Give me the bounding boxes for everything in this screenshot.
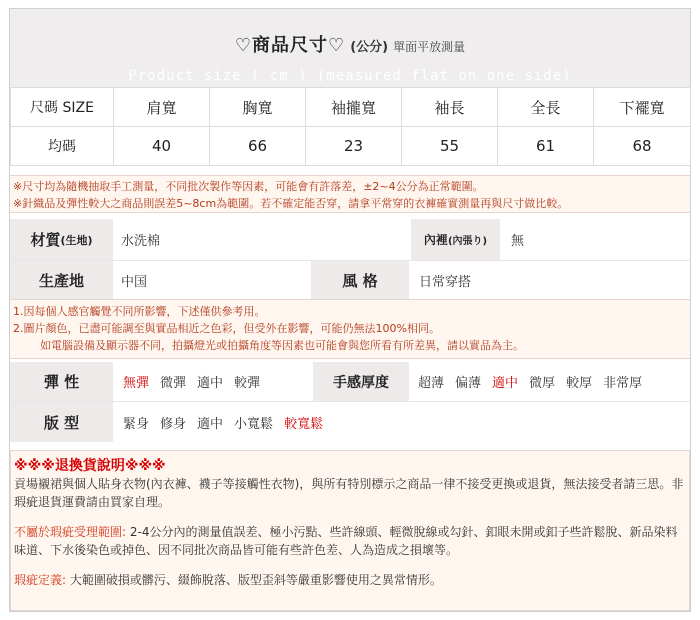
thickness-option: 適中	[492, 376, 519, 391]
elasticity-label: 彈 性	[10, 362, 113, 401]
origin-label: 生產地	[10, 261, 113, 299]
elasticity-option: 無彈	[123, 376, 150, 391]
elasticity-row	[10, 362, 690, 402]
size-value-row	[11, 127, 691, 166]
thickness-option: 微厚	[529, 376, 556, 391]
thickness-option: 非常厚	[603, 376, 643, 391]
measure-note: ※針織品及彈性較大之商品則誤差5~8cm為範圍。若不確定能否穿，請拿平常穿的衣褲確實測量再與尺寸做比較。	[13, 197, 569, 210]
disclaimer-line: 如電腦設備及顯示器不同，拍攝燈光或拍攝角度等因素也可能會與您所看有所差異，請以實品為主。	[40, 339, 524, 352]
value-cell: 66	[210, 127, 306, 166]
lining-label	[411, 219, 500, 260]
material-row	[10, 219, 690, 261]
fit-option: 適中	[197, 416, 224, 432]
policy-defect-text: 大範圍破損或髒污、綴飾脫落、版型歪斜等嚴重影響使用之異常情形。	[66, 573, 442, 587]
lining-label-text: 內裡	[423, 233, 448, 247]
size-header	[10, 9, 690, 87]
fit-option: 修身	[160, 416, 187, 432]
policy-non-defect-text: 2-4公分內的測量值誤差、極小污點、些許線頭、輕微脫線或勾針、釦眼未開或釦子些許鬆脫、新品染料味道、下水後染色或掉色、因不同批次商品皆可能有些許色差、人為造成之損壞等。	[14, 525, 678, 557]
lining-label-sub: (內張り)	[447, 236, 488, 247]
thickness-label: 手感厚度	[313, 362, 409, 401]
elasticity-option: 適中	[197, 376, 224, 391]
size-subtitle: Product size ( cm ) (measured flat on one side)	[128, 68, 572, 84]
elasticity-option: 微彈	[160, 376, 187, 391]
header-cell: 袖攏寬	[306, 88, 402, 127]
thickness-option: 偏薄	[455, 376, 482, 391]
fit-label: 版 型	[10, 402, 113, 442]
fit-options	[123, 402, 523, 442]
header-cell: 袖長	[402, 88, 498, 127]
disclaimer-line: 2.圖片顏色，已盡可能調至與實品相近之色彩，但受外在影響，可能仍無法100%相同。	[13, 322, 440, 335]
elasticity-options	[123, 362, 313, 401]
value-cell: 40	[114, 127, 210, 166]
title-text: ♡商品尺寸♡	[234, 35, 346, 56]
disclaimer-line: 1.因每個人感官觸覺不同所影響，下述僅供參考用。	[13, 305, 266, 318]
material-label-text: 材質	[30, 231, 61, 249]
thickness-options	[418, 362, 690, 401]
policy-defect-key: 瑕疵定義:	[14, 573, 67, 587]
size-header-row	[11, 88, 691, 127]
policy-non-defect-key: 不屬於瑕疵受理範圍:	[14, 525, 127, 539]
value-cell: 23	[306, 127, 402, 166]
thickness-option: 超薄	[418, 376, 445, 391]
policy-non-defect	[14, 523, 686, 559]
header-cell: 肩寬	[114, 88, 210, 127]
measure-note: ※尺寸均為隨機抽取手工測量，不同批次製作等因素，可能會有許落差，±2~4公分為正常範圍。	[13, 180, 484, 193]
title-unit: (公分)	[350, 40, 389, 55]
fit-option: 緊身	[123, 416, 150, 432]
style-label: 風 格	[311, 261, 409, 299]
fit-option: 較寬鬆	[284, 416, 324, 432]
return-policy	[10, 450, 690, 611]
origin-value: 中国	[121, 274, 148, 290]
value-cell: 68	[594, 127, 691, 166]
policy-text: 貢場襯裙與個人貼身衣物(內衣褲、襪子等接觸性衣物)，與所有特別標示之商品一律不接受更換或退貨，無法接受者請三思。非瑕疵退貨運費請由買家自理。	[14, 477, 684, 509]
policy-title: ※※※退換貨說明※※※	[14, 458, 166, 474]
header-cell: 尺碼 SIZE	[11, 88, 114, 127]
material-label	[10, 219, 113, 260]
title-note: 單面平放測量	[393, 40, 466, 54]
thickness-option: 較厚	[566, 376, 593, 391]
value-cell: 均碼	[11, 127, 114, 166]
style-value: 日常穿搭	[419, 274, 472, 290]
value-cell: 61	[498, 127, 594, 166]
header-cell: 全長	[498, 88, 594, 127]
header-cell: 下襬寬	[594, 88, 691, 127]
elasticity-option: 較彈	[234, 376, 261, 391]
disclaimer-notes	[10, 299, 690, 359]
header-cell: 胸寬	[210, 88, 306, 127]
policy-spacer	[14, 511, 686, 523]
value-cell: 55	[402, 127, 498, 166]
lining-value: 無	[511, 234, 525, 249]
policy-spacer	[14, 559, 686, 571]
policy-defect	[14, 571, 686, 589]
material-value: 水洗棉	[121, 234, 161, 249]
origin-row	[10, 261, 690, 299]
measure-notes	[10, 175, 690, 213]
material-label-sub: (生地)	[60, 233, 93, 247]
size-table	[10, 87, 691, 166]
fit-row	[10, 402, 690, 442]
size-title	[10, 31, 690, 57]
fit-option: 小寬鬆	[234, 416, 274, 432]
